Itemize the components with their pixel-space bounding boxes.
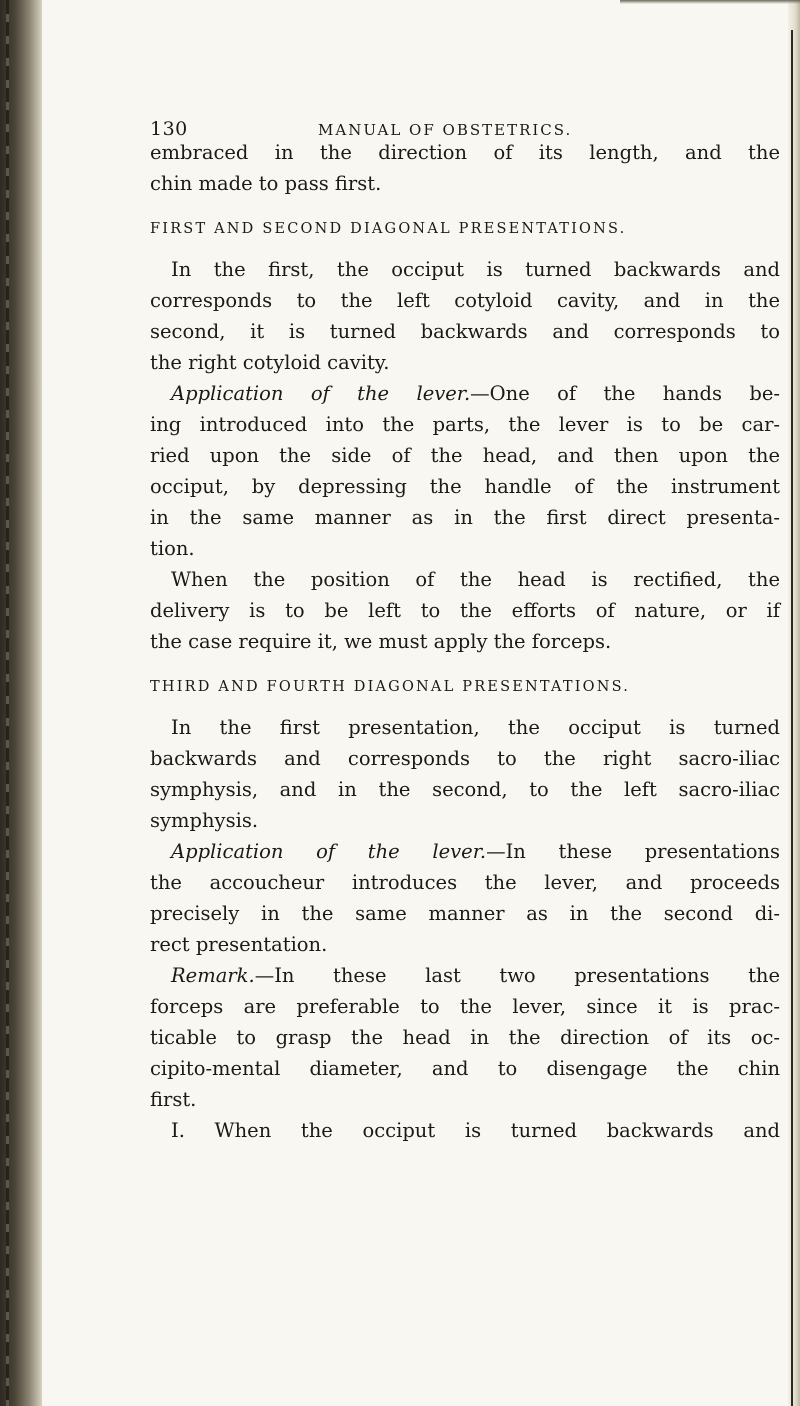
text-line: occiput, by depressing the handle of the instrument <box>150 475 780 498</box>
text-line: ing introduced into the parts, the lever is to be car- <box>150 413 780 436</box>
page-edge <box>788 0 800 1406</box>
page-number: 130 <box>150 118 188 140</box>
page-top-shadow <box>620 0 800 4</box>
text-line: delivery is to be left to the efforts of nature, or if <box>150 599 780 622</box>
text-line: I. When the occiput is turned backwards and <box>171 1119 780 1142</box>
text-line <box>150 960 780 991</box>
text-line: forceps are preferable to the lever, since it is prac- <box>150 995 780 1018</box>
text-line: When the position of the head is rectified, the <box>171 568 780 591</box>
text-line: In the first, the occiput is turned backwards and <box>171 258 780 281</box>
text-line: the case require it, we must apply the forceps. <box>150 630 612 653</box>
text-line: first. <box>150 1088 197 1111</box>
text-line: precisely in the same manner as in the second di- <box>150 902 780 925</box>
text-line: rect presentation. <box>150 933 328 956</box>
text-line: symphysis. <box>150 809 259 832</box>
subheading-application: Application of the lever. <box>171 382 471 405</box>
text-line: symphysis, and in the second, to the left sacro-iliac <box>150 778 780 801</box>
text-line: in the same manner as in the first direct presenta- <box>150 506 780 529</box>
text-line <box>150 378 780 409</box>
subheading-remark: Remark. <box>171 964 255 987</box>
text-line: the accoucheur introduces the lever, and proceeds <box>150 871 780 894</box>
subheading-application: Application of the lever. <box>171 840 487 863</box>
text-line: tion. <box>150 537 195 560</box>
text-line: corresponds to the left cotyloid cavity, and in the <box>150 289 780 312</box>
body-text <box>150 137 780 1146</box>
section-heading: FIRST AND SECOND DIAGONAL PRESENTATIONS. <box>150 221 627 237</box>
text-line: the right cotyloid cavity. <box>150 351 390 374</box>
book-title: MANUAL OF OBSTETRICS. <box>318 121 573 139</box>
text-line <box>150 836 780 867</box>
text-line: backwards and corresponds to the right sacro-iliac <box>150 747 780 770</box>
text-run: —In these last two presentations the <box>254 964 780 987</box>
text-run: —In these presentations <box>486 840 780 863</box>
text-run: —One of the hands be- <box>470 382 780 405</box>
text-line: embraced in the direction of its length, and the <box>150 141 780 164</box>
text-line: In the first presentation, the occiput is turned <box>171 716 780 739</box>
text-line: second, it is turned backwards and corresponds to <box>150 320 780 343</box>
text-line: ried upon the side of the head, and then upon the <box>150 444 780 467</box>
text-line: ticable to grasp the head in the direction of its oc- <box>150 1026 780 1049</box>
text-line: cipito-mental diameter, and to disengage the chin <box>150 1057 780 1080</box>
book-binding-edge <box>0 0 42 1406</box>
section-heading: THIRD AND FOURTH DIAGONAL PRESENTATIONS. <box>150 679 631 695</box>
text-line: chin made to pass first. <box>150 172 382 195</box>
